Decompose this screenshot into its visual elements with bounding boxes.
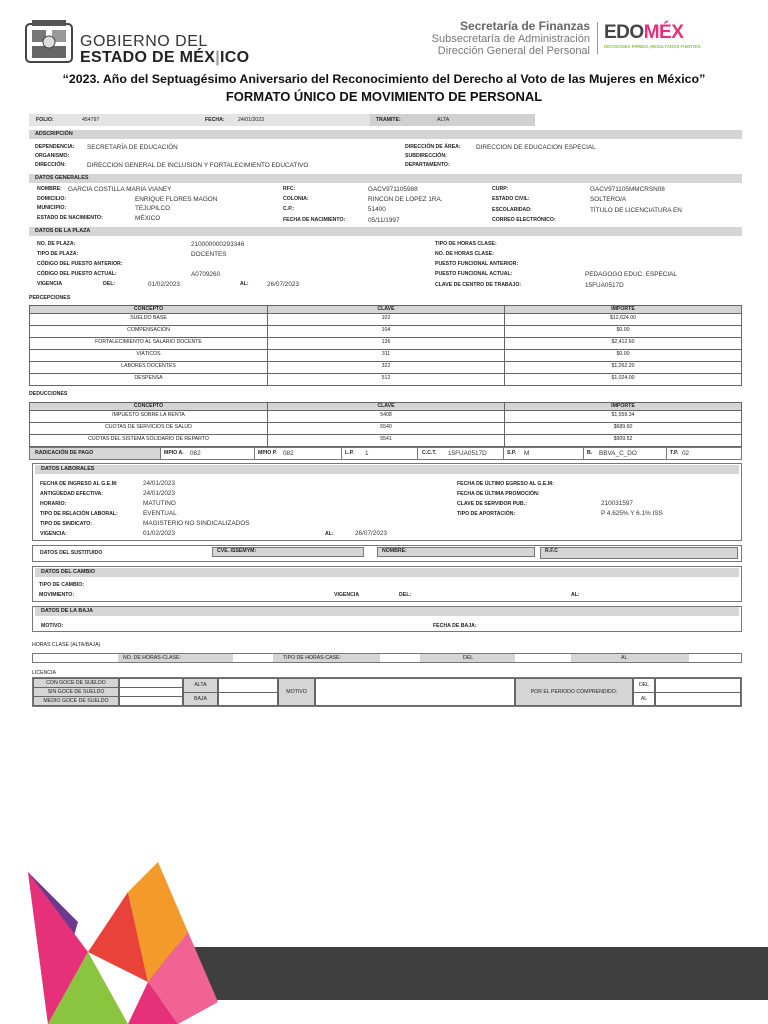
table-cell: VIÁTICOS (29, 349, 268, 362)
fecha-nac-label: FECHA DE NACIMIENTO: (283, 217, 346, 223)
table-cell: CUOTAS DE SERVICIOS DE SALUD (29, 422, 268, 435)
percepciones-title: PERCEPCIONES (29, 295, 71, 301)
issemym-label: CVE. ISSEMYM: (217, 548, 257, 554)
egreso-label: FECHA DE ÚLTIMO EGRESO AL G.E.M: (457, 481, 554, 487)
table-cell: 102 (267, 313, 505, 326)
mpio-p-label: MPIO P. (258, 450, 277, 456)
sindicato-value: MAGISTERIO NO SINDICALIZADOS (143, 520, 250, 527)
horario-label: HORARIO: (40, 501, 67, 507)
domicilio-value: ENRIQUE FLORES MAGON (135, 196, 218, 203)
lp-value: 1 (365, 450, 369, 457)
cct-value: 15FUA0517D (448, 450, 487, 457)
no-plaza-label: NO. DE PLAZA: (37, 241, 76, 247)
lp-label: L.P. (345, 450, 354, 456)
no-horas-clase-label: NO. DE HORAS-CLASE: (123, 655, 181, 661)
escolaridad-value: TÍTULO DE LICENCIATURA EN (590, 207, 682, 214)
licencia-alta-label: ALTA (183, 678, 218, 693)
horas-clase-row (32, 653, 742, 663)
table-cell: $1,024.00 (504, 373, 742, 386)
cp-label: C.P.: (283, 206, 295, 212)
centro-label: CLAVE DE CENTRO DE TRABAJO: (435, 282, 522, 288)
table-cell: COMPENSACIÓN (29, 325, 268, 338)
table-header-importe: IMPORTE (504, 402, 742, 411)
fecha-label: FECHA: (205, 117, 225, 123)
mpio-a-label: MPIO A. (164, 450, 184, 456)
promocion-label: FECHA DE ÚLTIMA PROMOCIÓN: (457, 491, 540, 497)
medio-goce-label: MEDIO GOCE DE SUELDO (33, 696, 119, 706)
direccion-area-value: DIRECCION DE EDUCACION ESPECIAL (476, 144, 596, 151)
direccion-value: DIRECCION GENERAL DE INCLUSION Y FORTALECIMIENTO EDUCATIVO (87, 162, 309, 169)
table-header-concepto: CONCEPTO (29, 402, 268, 411)
organismo-label: ORGANISMO: (35, 153, 70, 159)
curp-value: GACV971105MMCRSN08 (590, 186, 665, 193)
laborales-box (32, 463, 742, 541)
b-label: B. (587, 450, 593, 456)
fecha-baja-label: FECHA DE BAJA: (433, 623, 477, 629)
table-cell: LABORES DOCENTES (29, 361, 268, 374)
table-cell: DESPENSA (29, 373, 268, 386)
subdireccion-label: SUBDIRECCIÓN: (405, 153, 447, 159)
vigencia-lab-del: 01/02/2023 (143, 530, 175, 537)
table-cell: CUOTAS DEL SISTEMA SOLIDARIO DE REPARTO (29, 434, 268, 447)
licencia-baja-label: BAJA (183, 692, 218, 706)
sindicato-label: TIPO DE SINDICATO: (40, 521, 92, 527)
horas-clase-title: HORAS CLASE (ALTA/BAJA) (32, 642, 101, 648)
colonia-value: RINCON DE LOPEZ 1RA. (368, 196, 443, 203)
table-cell: 104 (267, 325, 505, 338)
sustituto-rfc-label: R.F.C (545, 548, 558, 554)
fecha-nac-value: 05/11/1997 (368, 217, 400, 224)
b-value: BBVA_C_DO (599, 450, 637, 457)
tipo-horas-clase-label: TIPO DE HORAS-CASE: (283, 655, 341, 661)
slogan: “2023. Año del Septuagésimo Aniversario del Reconocimiento del Derecho al Voto de las Mujeres en México” (62, 72, 706, 86)
table-cell: 5408 (267, 410, 505, 423)
estado-nac-value: MÉXICO (135, 215, 161, 222)
table-header-clave: CLAVE (267, 402, 505, 411)
curp-label: CURP: (492, 186, 509, 192)
table-cell: $909.52 (504, 434, 742, 447)
puesto-act-value: PEDAGOGO EDUC. ESPECIAL (585, 271, 677, 278)
cct-label: C.C.T. (422, 450, 437, 456)
licencia-table (32, 677, 742, 707)
horario-value: MATUTINO (143, 500, 176, 507)
footer-band (150, 947, 768, 1000)
plaza-header: DATOS DE LA PLAZA (29, 227, 742, 236)
table-cell: 5541 (267, 434, 505, 447)
municipio-label: MUNICIPIO: (37, 205, 67, 211)
puesto-ant-label: PUESTO FUNCIONAL ANTERIOR: (435, 261, 519, 267)
table-cell: IMPUESTO SOBRE LA RENTA (29, 410, 268, 423)
tipo-horas-label: TIPO DE HORAS CLASE: (435, 241, 497, 247)
con-goce-label: CON GOCE DE SUELDO (33, 678, 119, 688)
estado-civil-label: ESTADO CIVIL: (492, 196, 530, 202)
licencia-al-label: AL (633, 692, 655, 706)
mpio-a-value: 082 (190, 450, 201, 457)
dependencia-value: SECRETARÍA DE EDUCACIÓN (87, 144, 178, 151)
adscripcion-header: ADSCRIPCIÓN (29, 130, 742, 139)
departamento-label: DEPARTAMENTO: (405, 162, 450, 168)
table-header-importe: IMPORTE (504, 305, 742, 314)
tramite-value: ALTA (437, 117, 450, 123)
table-cell: SUELDO BASE (29, 313, 268, 326)
domicilio-label: DOMICILIO: (37, 196, 67, 202)
no-plaza-value: 210000000293346 (191, 241, 245, 248)
centro-value: 15FUA0517D (585, 282, 624, 289)
folio-label: FOLIO: (36, 117, 54, 123)
cod-actual-label: CÓDIGO DEL PUESTO ACTUAL: (37, 271, 117, 277)
table-cell: 311 (267, 349, 505, 362)
correo-label: CORREO ELECTRÓNICO: (492, 217, 556, 223)
cod-actual-value: A0709260 (191, 271, 221, 278)
tipo-cambio-label: TIPO DE CAMBIO: (39, 582, 84, 588)
antiguedad-label: ANTIGÜEDAD EFECTIVA: (40, 491, 104, 497)
table-header-clave: CLAVE (267, 305, 505, 314)
radicacion-label: RADICACIÓN DE PAGO (35, 450, 94, 456)
table-header-concepto: CONCEPTO (29, 305, 268, 314)
ingreso-value: 24/01/2023 (143, 480, 175, 487)
clave-servidor-label: CLAVE DE SERVIDOR PUB.: (457, 501, 527, 507)
edomex-tagline: DECISIONES FIRMES, RESULTADOS FUERTES. (604, 44, 702, 49)
cambio-del-label: DEL: (399, 592, 412, 598)
sustituto-nombre-label: NOMBRE: (382, 548, 407, 554)
table-cell: $0.00 (504, 325, 742, 338)
fecha-value: 24/01/2023 (238, 117, 264, 123)
baja-motivo-label: MOTIVO: (41, 623, 64, 629)
estado-civil-value: SOLTERO/A (590, 196, 627, 203)
gov-title-line2: ESTADO DE MÉX|ICO (80, 49, 250, 66)
laborales-header: DATOS LABORALES (35, 465, 739, 474)
aportacion-label: TIPO DE APORTACIÓN: (457, 511, 516, 517)
table-cell: $1,559.34 (504, 410, 742, 423)
medio-goce-cell (119, 696, 183, 706)
vigencia-lab-label: VIGENCIA: (40, 531, 67, 537)
relacion-value: EVENTUAL (143, 510, 177, 517)
tipo-plaza-label: TIPO DE PLAZA: (37, 251, 79, 257)
dependencia-label: DEPENDENCIA: (35, 144, 75, 150)
al-label: AL: (240, 281, 249, 287)
table-cell: $2,412.60 (504, 337, 742, 350)
vigencia-lab-al-label: AL: (325, 531, 334, 537)
direccion-general: Dirección General del Personal (437, 45, 590, 57)
del-value: 01/02/2023 (148, 281, 180, 288)
tramite-label: TRAMITE: (376, 117, 401, 123)
vigencia-label: VIGENCIA (37, 281, 63, 287)
estado-nac-label: ESTADO DE NACIMIENTO: (37, 215, 103, 221)
cambio-al-label: AL: (571, 592, 580, 598)
generales-header: DATOS GENERALES (29, 174, 742, 183)
tp-label: T.P. (670, 450, 679, 456)
cp-value: 51400 (368, 206, 386, 213)
sin-goce-label: SIN GOCE DE SUELDO (33, 687, 119, 697)
deducciones-title: DEDUCCIONES (29, 391, 68, 397)
folio-value: 454797 (82, 117, 100, 123)
table-cell: $0.00 (504, 349, 742, 362)
licencia-del-label: DEL (633, 678, 655, 693)
del-label: DEL: (103, 281, 116, 287)
puesto-act-label: PUESTO FUNCIONAL ACTUAL: (435, 271, 513, 277)
mpio-p-value: 082 (283, 450, 294, 457)
table-cell: $689.60 (504, 422, 742, 435)
radicacion-row (29, 447, 742, 460)
cambio-vigencia-label: VIGENCIA (334, 592, 360, 598)
ingreso-label: FECHA DE INGRESO AL G.E.M: (40, 481, 118, 487)
header-divider (597, 22, 598, 54)
no-horas-label: NO. DE HORAS CLASE: (435, 251, 494, 257)
clave-servidor-value: 210031597 (601, 500, 633, 507)
baja-header: DATOS DE LA BAJA (35, 607, 739, 616)
colonia-label: COLONIA: (283, 196, 309, 202)
sp-value: M (524, 450, 530, 457)
licencia-motivo-label: MOTIVO (278, 678, 315, 706)
gov-logo (22, 18, 76, 66)
table-cell: FORTALECIMIENTO AL SALARIO DOCENTE (29, 337, 268, 350)
form-title: FORMATO ÚNICO DE MOVIMIENTO DE PERSONAL (225, 89, 543, 104)
licencia-title: LICENCIA (32, 670, 56, 676)
tipo-plaza-value: DOCENTES (191, 251, 227, 258)
table-cell: 512 (267, 373, 505, 386)
table-cell: $12,624.00 (504, 313, 742, 326)
antiguedad-value: 24/01/2023 (143, 490, 175, 497)
sp-label: S.P. (507, 450, 517, 456)
al-value: 26/07/2023 (267, 281, 299, 288)
vigencia-lab-al: 26/07/2023 (355, 530, 387, 537)
horas-al-label: AL (621, 655, 628, 661)
periodo-label: POR EL PERIODO COMPRENDIDO: (515, 678, 633, 706)
rfc-value: GACV971105988 (368, 186, 418, 193)
rfc-label: RFC: (283, 186, 296, 192)
relacion-label: TIPO DE RELACIÓN LABORAL: (40, 511, 118, 517)
gov-title-line1: GOBIERNO DEL (80, 33, 208, 50)
sustituto-label: DATOS DEL SUSTITUIDO (40, 550, 103, 556)
nombre-label: NOMBRE: (37, 186, 62, 192)
escolaridad-label: ESCOLARIDAD: (492, 207, 532, 213)
table-cell: $1,262.20 (504, 361, 742, 374)
movimiento-label: MOVIMIENTO: (39, 592, 75, 598)
cod-anterior-label: CÓDIGO DEL PUESTO ANTERIOR: (37, 261, 123, 267)
nombre-value: GARCIA COSTILLA MARIA VIANEY (68, 186, 172, 193)
direccion-label: DIRECCIÓN: (35, 162, 66, 168)
horas-del-label: DEL (463, 655, 474, 661)
direccion-area-label: DIRECCIÓN DE ÁREA: (405, 144, 461, 150)
secretaria-finanzas: Secretaría de Finanzas (459, 19, 590, 33)
brand-triangles-icon (28, 862, 238, 1024)
edomex-brand-graphic (28, 862, 238, 1024)
table-cell: 136 (267, 337, 505, 350)
tp-value: 02 (682, 450, 690, 457)
cambio-header: DATOS DEL CAMBIO (35, 568, 739, 577)
coat-of-arms-icon (22, 18, 76, 66)
table-cell: 322 (267, 361, 505, 374)
subsecretaria: Subsecretaría de Administración (431, 33, 590, 45)
table-cell: 5540 (267, 422, 505, 435)
municipio-value: TEJUPILCO (135, 205, 171, 212)
aportacion-value: P 4.625% Y 6.1% ISS (601, 510, 663, 517)
edomex-logo: EDOMÉX (604, 22, 684, 43)
